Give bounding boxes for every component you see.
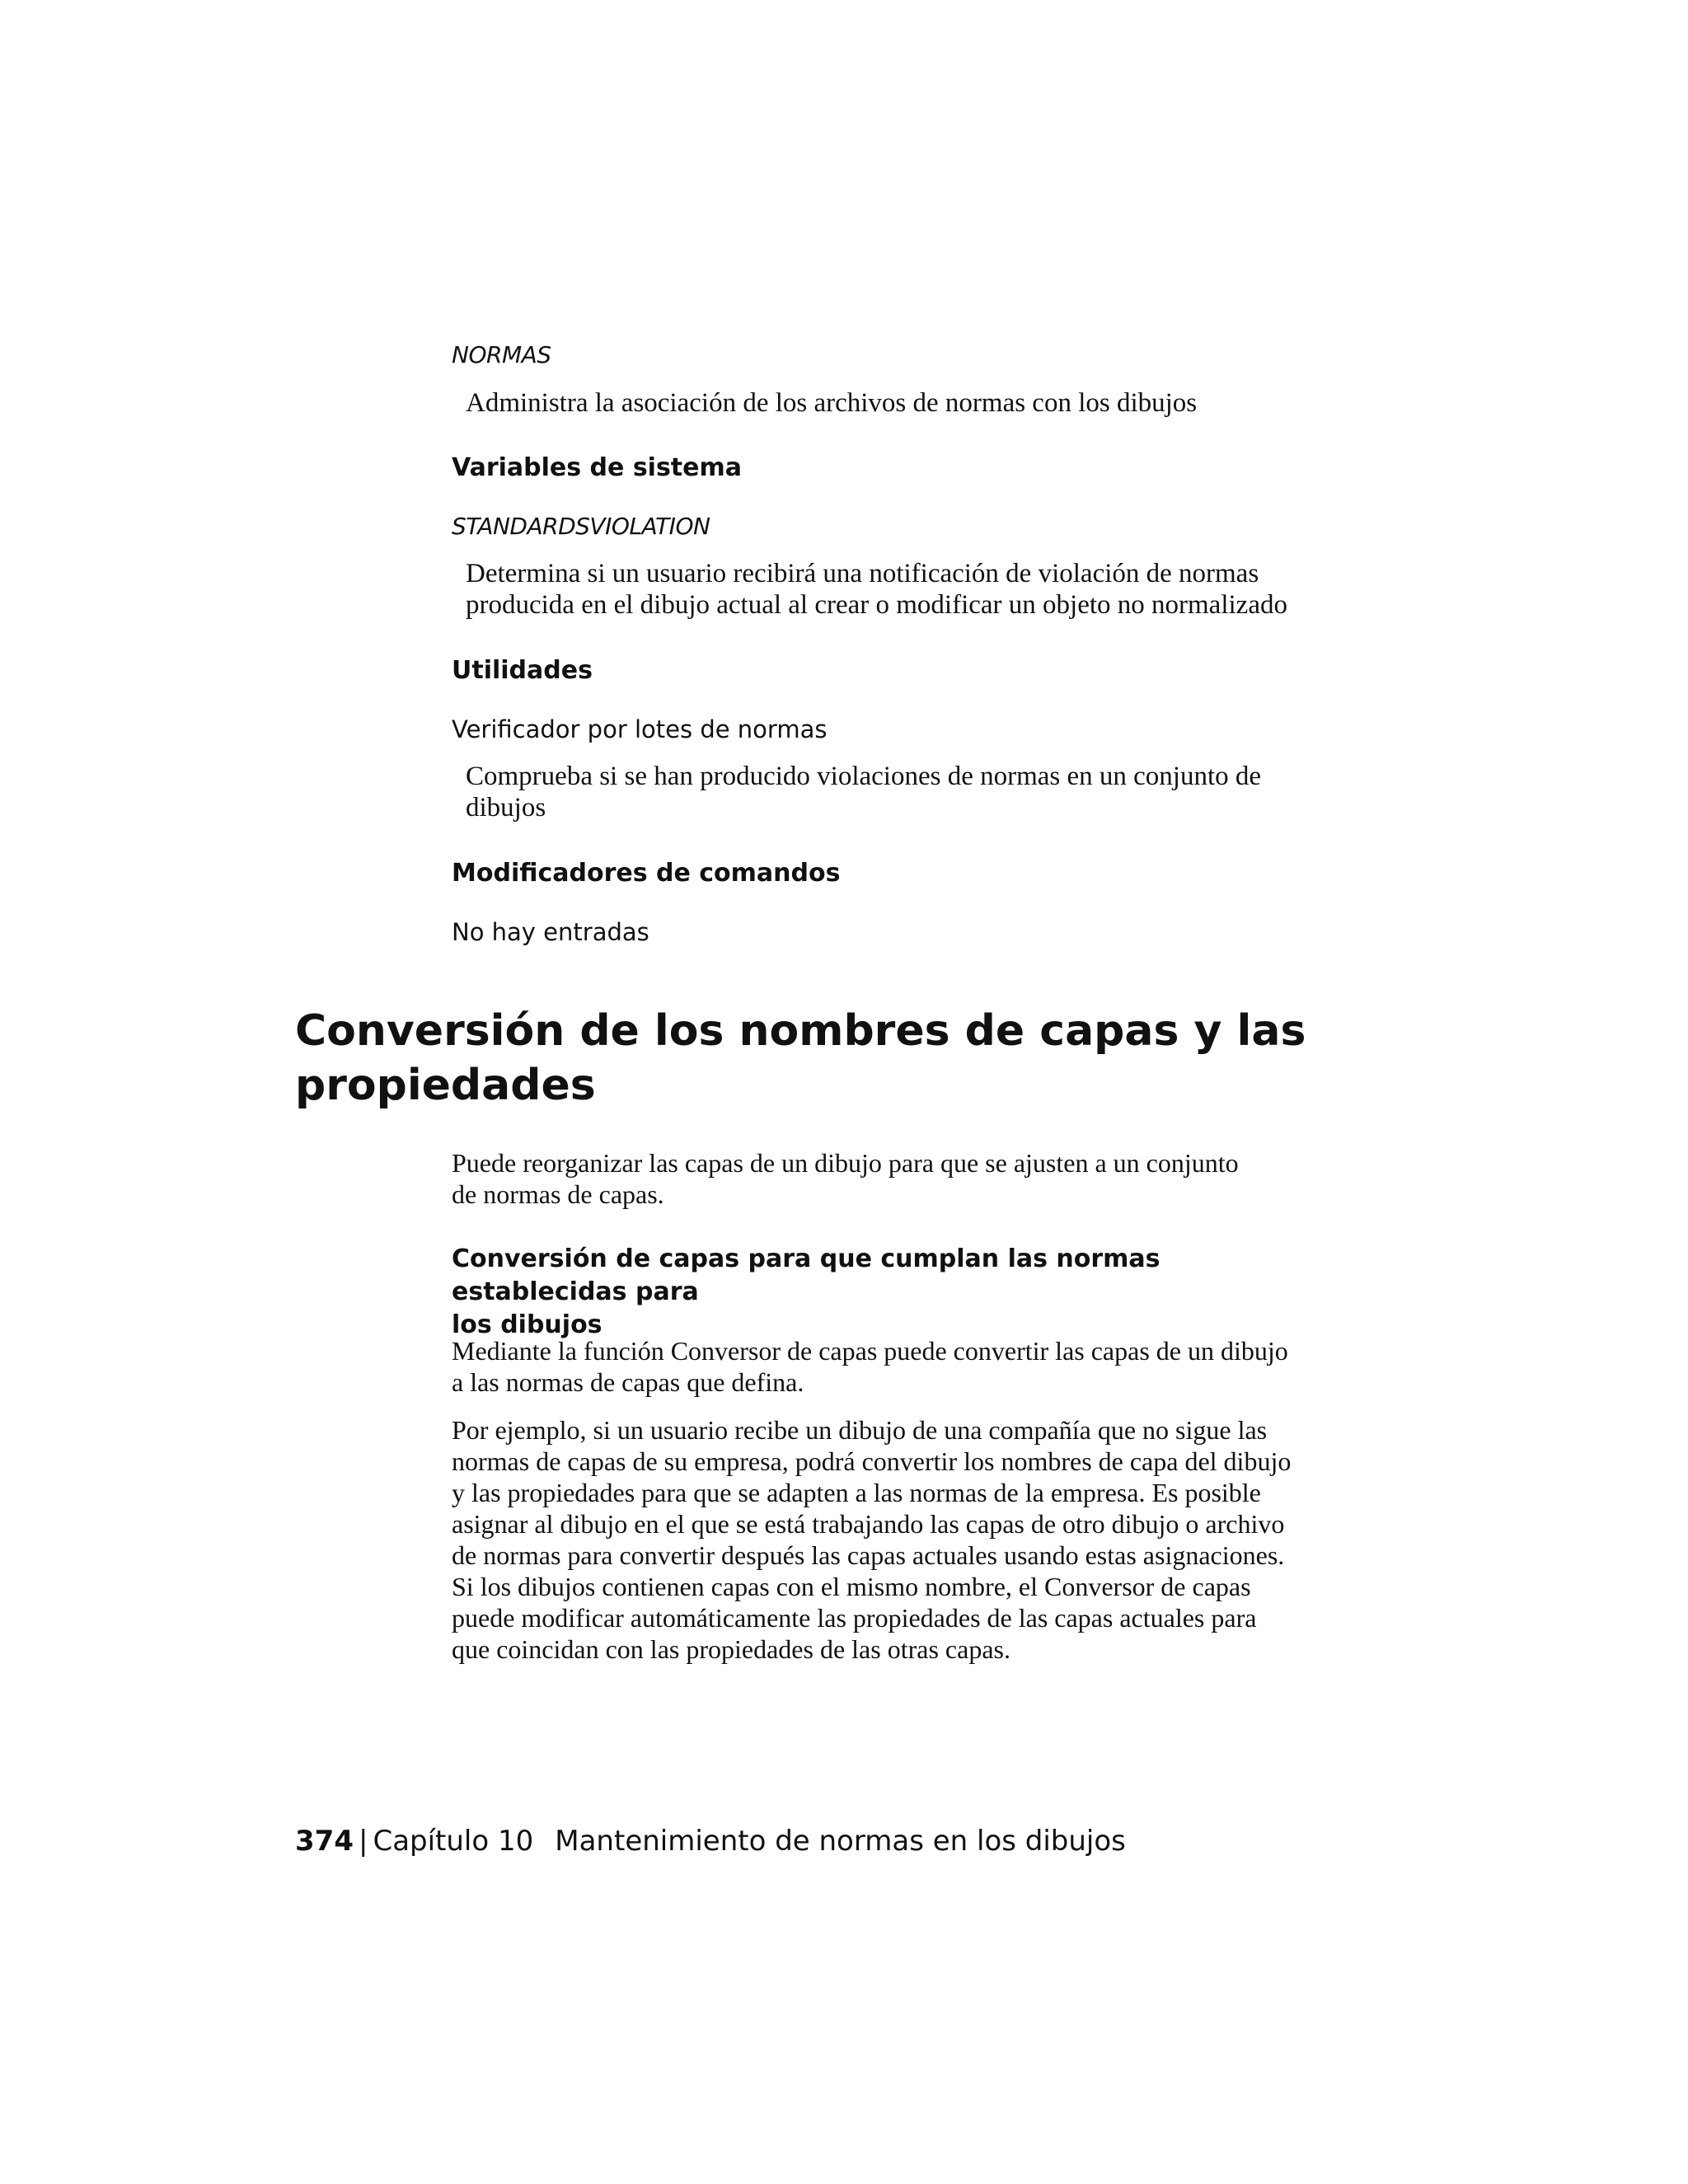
para-line: normas de capas de su empresa, podrá convertir los nombres de capa del dibujo — [452, 1446, 1292, 1476]
utility-desc-verificador — [466, 761, 1356, 823]
page-number: 374 — [295, 1825, 354, 1858]
chapter-title: Mantenimiento de normas en los dibujos — [555, 1825, 1126, 1858]
title-line: Conversión de los nombres de capas y las — [295, 1006, 1306, 1056]
section-title — [295, 1004, 1367, 1113]
para-line: puede modificar automáticamente las propiedades de las capas actuales para — [452, 1603, 1257, 1633]
subsection-heading — [452, 1243, 1338, 1342]
command-desc-normas: Administra la asociación de los archivos de normas con los dibujos — [466, 388, 1198, 418]
heading-line: Conversión de capas para que cumplan las normas establecidas para — [452, 1244, 1160, 1306]
utility-name-verificador: Verificador por lotes de normas — [452, 715, 828, 743]
command-name-normas: NORMAS — [452, 341, 551, 368]
para-line: Mediante la función Conversor de capas puede convertir las capas de un dibujo — [452, 1336, 1288, 1366]
para-line: Por ejemplo, si un usuario recibe un dibujo de una compañía que no sigue las — [452, 1415, 1268, 1445]
heading-variables-de-sistema: Variables de sistema — [452, 453, 743, 482]
para-line: Si los dibujos contienen capas con el mismo nombre, el Conversor de capas — [452, 1572, 1251, 1601]
chapter-label: Capítulo 10 — [373, 1825, 534, 1858]
desc-line: Determina si un usuario recibirá una notificación de violación de normas — [466, 559, 1259, 588]
para-line: asignar al dibujo en el que se está trabajando las capas de otro dibujo o archivo — [452, 1509, 1285, 1539]
para-line: que coincidan con las propiedades de las otras capas. — [452, 1634, 1010, 1664]
desc-line: producida en el dibujo actual al crear o modificar un objeto no normalizado — [466, 590, 1287, 620]
section-intro — [452, 1147, 1338, 1210]
command-desc-standardsviolation — [466, 558, 1356, 621]
command-name-standardsviolation: STANDARDSVIOLATION — [452, 513, 710, 540]
para-line: Puede reorganizar las capas de un dibujo para que se ajusten a un conjunto — [452, 1148, 1239, 1178]
para-line: de normas para convertir después las capas actuales usando estas asignaciones. — [452, 1540, 1285, 1570]
no-entries-text: No hay entradas — [452, 918, 649, 946]
footer-separator: | — [358, 1825, 368, 1858]
heading-utilidades: Utilidades — [452, 656, 593, 685]
title-line: propiedades — [295, 1061, 596, 1110]
desc-line: Comprueba si se han producido violaciones de normas en un conjunto de — [466, 762, 1262, 791]
para-line: a las normas de capas que defina. — [452, 1367, 804, 1397]
paragraph-2 — [452, 1414, 1338, 1665]
paragraph-1 — [452, 1335, 1338, 1398]
heading-modificadores-de-comandos: Modificadores de comandos — [452, 859, 841, 888]
desc-line: dibujos — [466, 793, 546, 823]
para-line: y las propiedades para que se adapten a las normas de la empresa. Es posible — [452, 1478, 1261, 1507]
page-footer — [295, 1825, 1126, 1858]
heading-line: los dibujos — [452, 1310, 603, 1339]
para-line: de normas de capas. — [452, 1179, 664, 1209]
